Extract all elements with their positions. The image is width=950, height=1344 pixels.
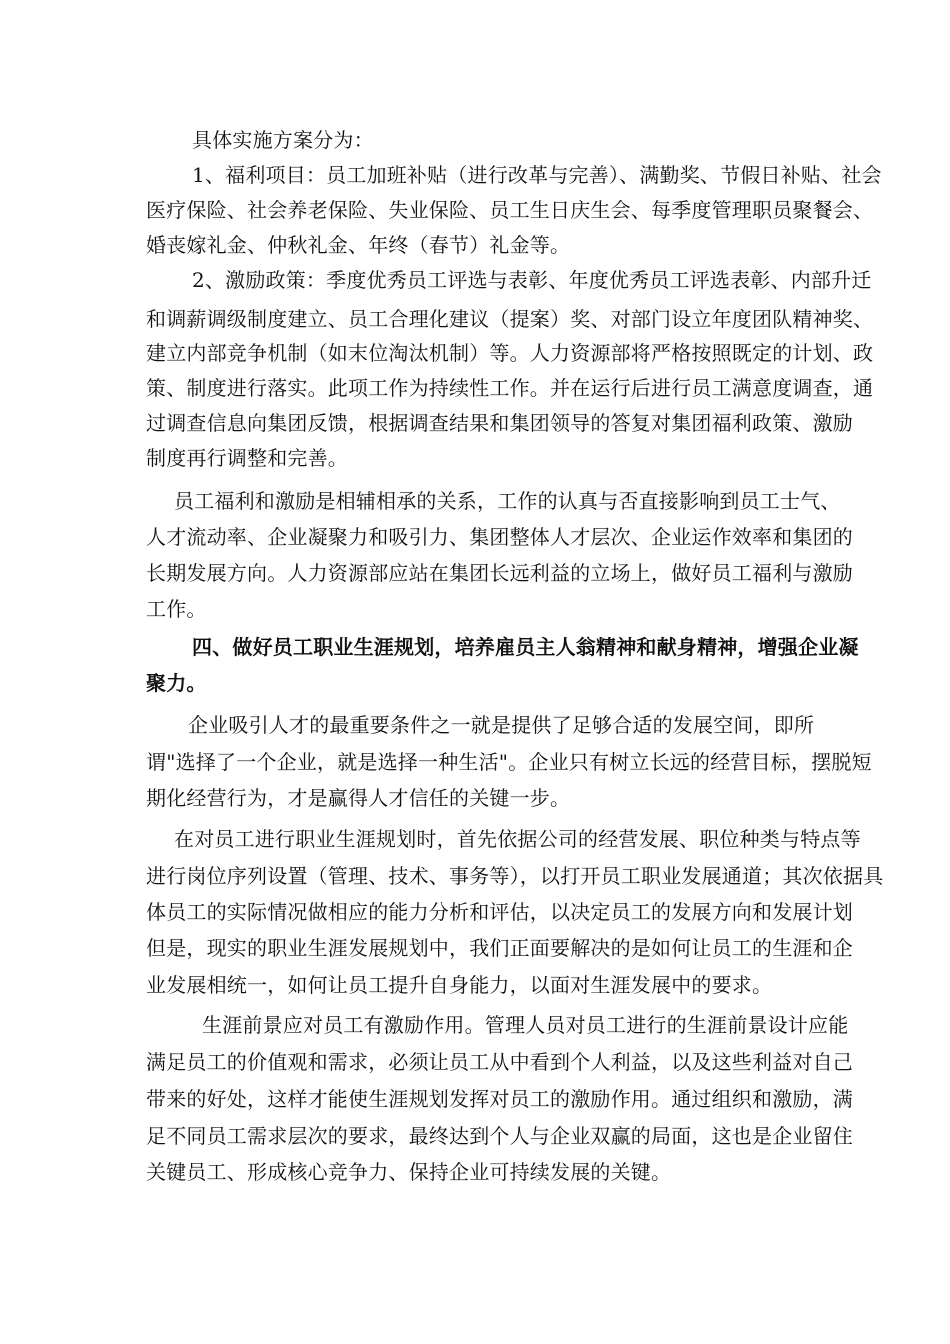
text-line: 建立内部竞争机制（如末位淘汰机制）等。人力资源部将严格按照既定的计划、政: [146, 341, 874, 365]
text-line: 和调薪调级制度建立、员工合理化建议（提案）奖、对部门设立年度团队精神奖、: [146, 307, 874, 331]
text-line: 策、制度进行落实。此项工作为持续性工作。并在运行后进行员工满意度调查，通: [146, 376, 874, 400]
section-heading: 四、做好员工职业生涯规划，培养雇员主人翁精神和献身精神，增强企业凝: [192, 635, 859, 659]
text-line: 在对员工进行职业生涯规划时，首先依据公司的经营发展、职位种类与特点等: [174, 827, 861, 851]
text-line: 婚丧嫁礼金、仲秋礼金、年终（春节）礼金等。: [146, 233, 571, 257]
text-line: 长期发展方向。人力资源部应站在集团长远利益的立场上，做好员工福利与激励: [146, 561, 853, 585]
section-heading: 聚力。: [146, 671, 207, 695]
text-line: 带来的好处，这样才能使生涯规划发挥对员工的激励作用。通过组织和激励，满: [146, 1087, 853, 1111]
text-line: 生涯前景应对员工有激励作用。管理人员对员工进行的生涯前景设计应能: [202, 1013, 849, 1037]
text-line: 员工福利和激励是相辅相承的关系，工作的认真与否直接影响到员工士气、: [174, 489, 841, 513]
text-line: 过调查信息向集团反馈，根据调查结果和集团领导的答复对集团福利政策、激励: [146, 411, 853, 435]
text-line: 满足员工的价值观和需求，必须让员工从中看到个人利益，以及这些利益对自己: [146, 1050, 853, 1074]
text-line: 2、激励政策：季度优秀员工评选与表彰、年度优秀员工评选表彰、内部升迁: [192, 268, 872, 292]
text-line: 足不同员工需求层次的要求，最终达到个人与企业双赢的局面，这也是企业留住: [146, 1124, 853, 1148]
text-line: 具体实施方案分为：: [192, 128, 374, 152]
text-line: 医疗保险、社会养老保险、失业保险、员工生日庆生会、每季度管理职员聚餐会、: [146, 198, 874, 222]
text-line: 但是，现实的职业生涯发展规划中，我们正面要解决的是如何让员工的生涯和企: [146, 936, 853, 960]
text-line: 期化经营行为，才是赢得人才信任的关键一步。: [146, 786, 571, 810]
text-line: 业发展相统一，如何让员工提升自身能力，以面对生涯发展中的要求。: [146, 973, 773, 997]
text-line: 人才流动率、企业凝聚力和吸引力、集团整体人才层次、企业运作效率和集团的: [146, 525, 853, 549]
text-line: 谓"选择了一个企业，就是选择一种生活"。企业只有树立长远的经营目标，摆脱短: [146, 750, 872, 774]
text-line: 企业吸引人才的最重要条件之一就是提供了足够合适的发展空间，即所: [188, 713, 815, 737]
text-line: 工作。: [146, 597, 207, 621]
text-line: 进行岗位序列设置（管理、技术、事务等），以打开员工职业发展通道；其次依据具: [146, 864, 884, 888]
text-line: 1、福利项目：员工加班补贴（进行改革与完善）、满勤奖、节假日补贴、社会: [192, 163, 882, 187]
text-line: 体员工的实际情况做相应的能力分析和评估，以决定员工的发展方向和发展计划: [146, 900, 853, 924]
text-line: 关键员工、形成核心竞争力、保持企业可持续发展的关键。: [146, 1160, 672, 1184]
text-line: 制度再行调整和完善。: [146, 446, 348, 470]
